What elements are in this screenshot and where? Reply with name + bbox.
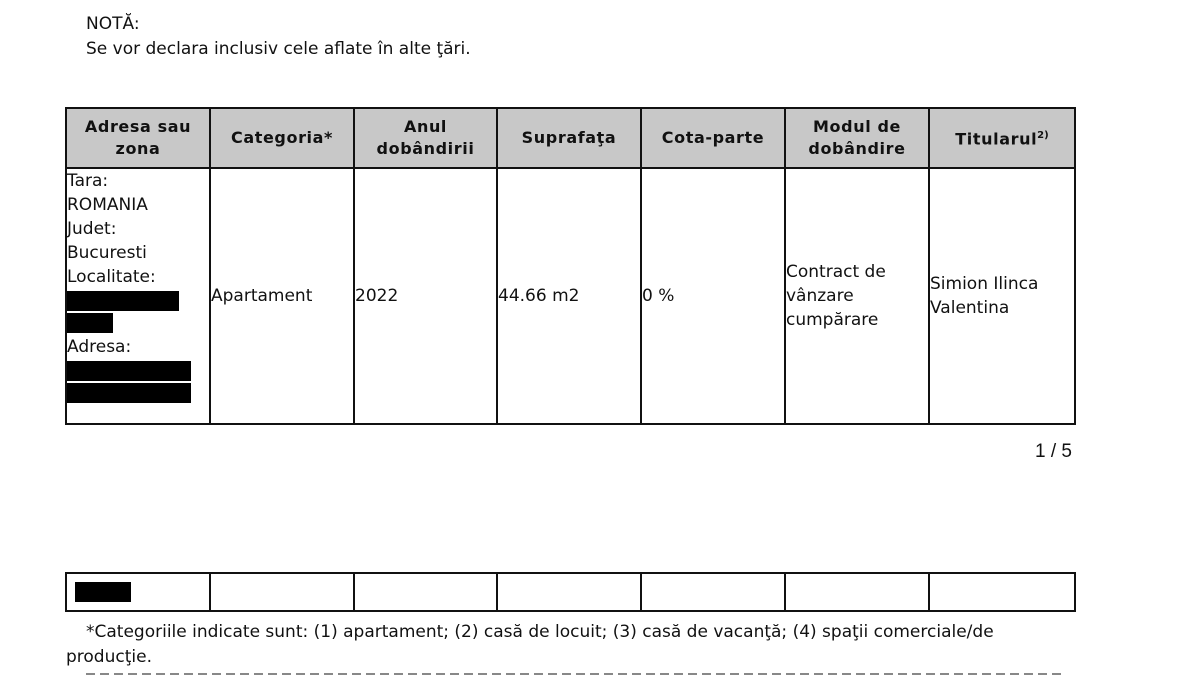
property-table — [65, 107, 1076, 425]
cell-area: 44.66 m2 — [497, 168, 641, 424]
table-header-row — [66, 108, 1075, 168]
cell-mode — [785, 573, 929, 611]
continuation-table — [65, 572, 1076, 612]
address-line: Adresa: — [67, 337, 132, 357]
category-footnote: *Categoriile indicate sunt: (1) apartament; (2) casă de locuit; (3) casă de vacanţă; (4) spaţii comerciale/de producţie. — [66, 622, 994, 667]
redaction-bar — [75, 582, 131, 602]
cell-year — [354, 573, 497, 611]
table-row — [66, 168, 1075, 424]
address-line: ROMANIA — [67, 195, 148, 215]
header-share: Cota-parte — [641, 108, 785, 168]
header-holder-label: Titularul — [955, 129, 1038, 149]
note-title: NOTĂ: — [86, 14, 140, 34]
redaction-bar — [67, 383, 191, 403]
cell-category — [210, 573, 354, 611]
header-holder-footnote: 2) — [1037, 130, 1049, 142]
redaction-bar — [67, 313, 113, 333]
note-text: Se vor declara inclusiv cele aflate în alte ţări. — [86, 39, 471, 59]
redaction-bar — [67, 361, 191, 381]
cell-area — [497, 573, 641, 611]
header-area: Suprafaţa — [497, 108, 641, 168]
cell-holder: Simion Ilinca Valentina — [929, 168, 1075, 424]
address-line: Bucuresti — [67, 243, 147, 263]
cell-address — [66, 168, 210, 424]
clipped-text-line — [86, 667, 1066, 675]
header-category: Categoria* — [210, 108, 354, 168]
cell-address — [66, 573, 210, 611]
cell-category: Apartament — [210, 168, 354, 424]
header-year: Anul dobândirii — [354, 108, 497, 168]
note-block — [86, 12, 471, 62]
header-mode: Modul de dobândire — [785, 108, 929, 168]
address-line: Judet: — [67, 219, 117, 239]
cell-share: 0 % — [641, 168, 785, 424]
cell-year: 2022 — [354, 168, 497, 424]
address-line: Tara: — [67, 171, 109, 191]
address-line: Localitate: — [67, 267, 156, 287]
cell-holder — [929, 573, 1075, 611]
table-row — [66, 573, 1075, 611]
header-holder — [929, 108, 1075, 168]
redaction-bar — [67, 291, 179, 311]
page-number: 1 / 5 — [1035, 441, 1072, 462]
cell-share — [641, 573, 785, 611]
header-address: Adresa sau zona — [66, 108, 210, 168]
cell-mode: Contract de vânzare cumpărare — [785, 168, 929, 424]
